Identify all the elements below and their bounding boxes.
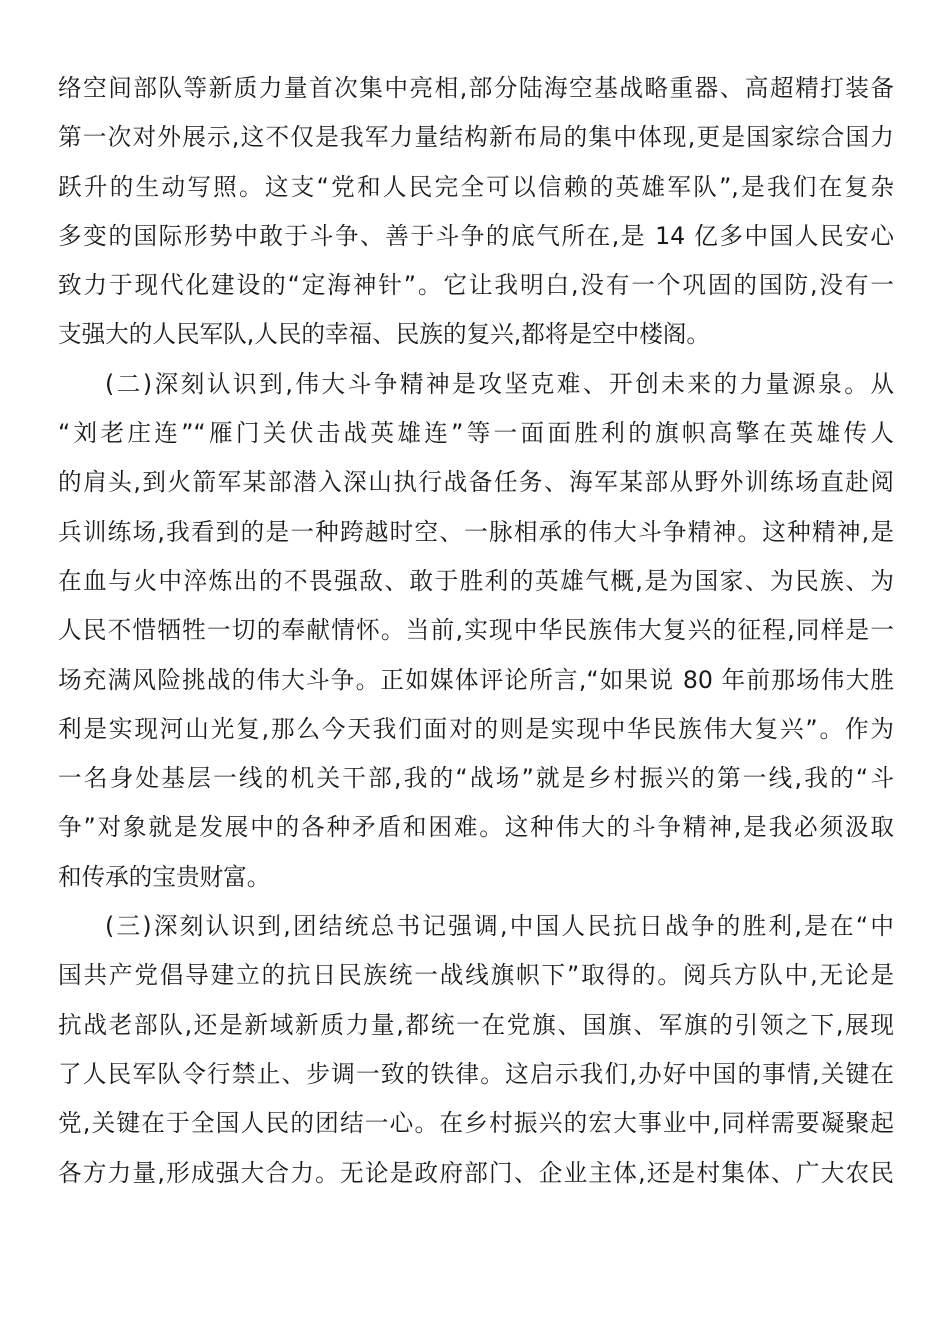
paragraph-3 [58, 902, 894, 1198]
text-line: 国共产党倡导建立的抗日民族统一战线旗帜下”取得的。阅兵方队中,无论是 [58, 961, 894, 990]
text-line: 致力于现代化建设的“定海神针”。它让我明白,没有一个巩固的国防,没有一 [58, 271, 894, 300]
text-line: (二)深刻认识到,伟大斗争精神是攻坚克难、开创未来的力量源泉。从 [105, 369, 894, 398]
text-line: 争”对象就是发展中的各种矛盾和困难。这种伟大的斗争精神,是我必须汲取 [58, 813, 894, 842]
text-line: 各方力量,形成强大合力。无论是政府部门、企业主体,还是村集体、广大农民 [58, 1158, 894, 1187]
text-line: 党,关键在于全国人民的团结一心。在乡村振兴的宏大事业中,同样需要凝聚起 [58, 1109, 894, 1138]
paragraph-2 [58, 360, 894, 902]
text-line: 了人民军队令行禁止、步调一致的铁律。这启示我们,办好中国的事情,关键在 [58, 1059, 894, 1088]
text-line: 第一次对外展示,这不仅是我军力量结构新布局的集中体现,更是国家综合国力 [58, 123, 894, 152]
text-line: 支强大的人民军队,人民的幸福、民族的复兴,都将是空中楼阁。 [58, 320, 711, 349]
text-line: 兵训练场,我看到的是一种跨越时空、一脉相承的伟大斗争精神。这种精神,是 [58, 517, 894, 546]
text-line: “刘老庄连”“雁门关伏击战英雄连”等一面面胜利的旗帜高擎在英雄传人 [58, 419, 894, 448]
text-line: 利是实现河山光复,那么今天我们面对的则是实现中华民族伟大复兴”。作为 [58, 714, 894, 743]
text-line: 多变的国际形势中敢于斗争、善于斗争的底气所在,是 14 亿多中国人民安心 [58, 221, 894, 250]
text-line: 跃升的生动写照。这支“党和人民完全可以信赖的英雄军队”,是我们在复杂 [58, 172, 894, 201]
text-line: 场充满风险挑战的伟大斗争。正如媒体评论所言,“如果说 80 年前那场伟大胜 [58, 665, 894, 694]
document-body [58, 64, 894, 1198]
text-line: 一名身处基层一线的机关干部,我的“战场”就是乡村振兴的第一线,我的“斗 [58, 764, 894, 793]
text-line: 人民不惜牺牲一切的奉献情怀。当前,实现中华民族伟大复兴的征程,同样是一 [58, 616, 894, 645]
text-line: 络空间部队等新质力量首次集中亮相,部分陆海空基战略重器、高超精打装备 [58, 74, 894, 102]
text-line: 和传承的宝贵财富。 [58, 862, 271, 891]
text-line: 在血与火中淬炼出的不畏强敌、敢于胜利的英雄气概,是为国家、为民族、为 [58, 566, 894, 595]
text-line: (三)深刻认识到,团结统总书记强调,中国人民抗日战争的胜利,是在“中 [105, 912, 894, 941]
text-line: 抗战老部队,还是新域新质力量,都统一在党旗、国旗、军旗的引领之下,展现 [58, 1010, 894, 1039]
paragraph-1 [58, 64, 894, 360]
text-line: 的肩头,到火箭军某部潜入深山执行战备任务、海军某部从野外训练场直赴阅 [58, 468, 894, 497]
